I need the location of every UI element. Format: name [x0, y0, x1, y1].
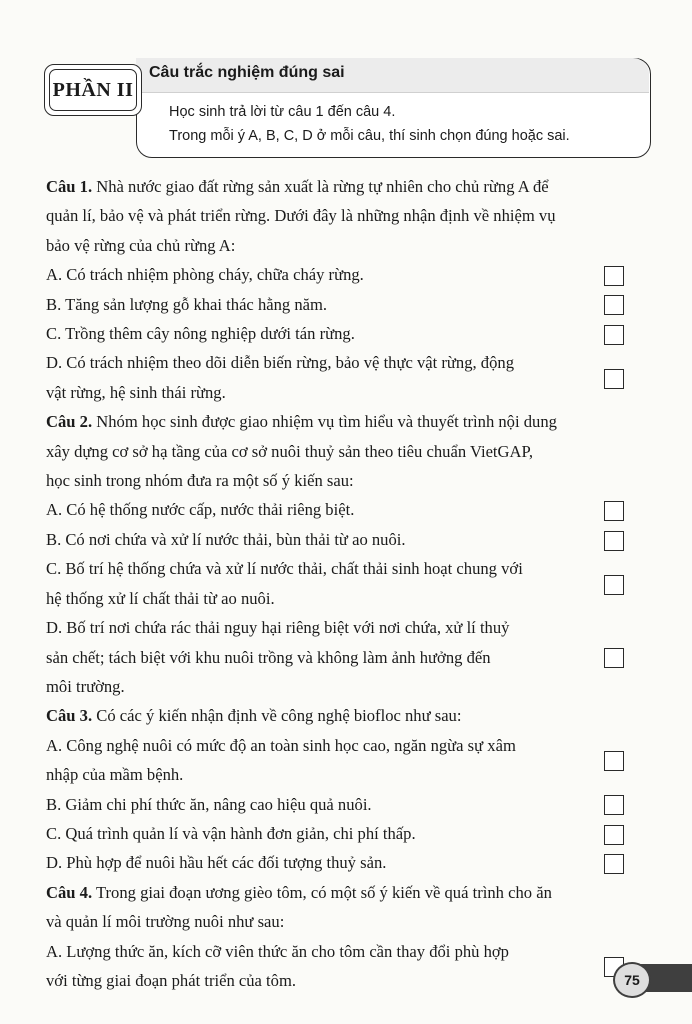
option-C: [46, 319, 646, 348]
question-stem-text: Nhà nước giao đất rừng sản xuất là rừng tự nhiên cho chủ rừng A để: [92, 177, 549, 196]
option-B: [46, 290, 646, 319]
question-label: Câu 3.: [46, 706, 93, 726]
option-C: [46, 554, 646, 613]
question-stem-line: [46, 437, 646, 466]
option-C: [46, 819, 646, 848]
option-text-line: D. Phù hợp để nuôi hầu hết các đối tượng thuỷ sản.: [46, 853, 387, 873]
question-stem-line: [46, 231, 646, 260]
question-stem-text: bảo vệ rừng của chủ rừng A:: [46, 235, 236, 255]
question-stem-text: Có các ý kiến nhận định về công nghệ biofloc như sau:: [92, 706, 462, 726]
answer-checkbox[interactable]: [604, 325, 624, 345]
answer-checkbox[interactable]: [604, 575, 624, 595]
answer-checkbox[interactable]: [604, 266, 624, 286]
option-text-line: C. Quá trình quản lí và vận hành đơn giản, chi phí thấp.: [46, 823, 416, 843]
question-stem-text: quản lí, bảo vệ và phát triển rừng. Dưới đây là những nhận định về nhiệm vụ: [46, 206, 556, 226]
question-stem-line: [46, 907, 646, 936]
question-stem-line: [46, 201, 646, 230]
question-stem-line: [46, 172, 646, 201]
option-text-line: vật rừng, hệ sinh thái rừng.: [46, 382, 226, 402]
answer-checkbox[interactable]: [604, 369, 624, 389]
question-4: [46, 878, 646, 996]
answer-checkbox[interactable]: [604, 531, 624, 551]
question-label: Câu 4.: [46, 882, 93, 902]
question-stem-line: [46, 701, 646, 730]
question-stem-text: Nhóm học sinh được giao nhiệm vụ tìm hiểu và thuyết trình nội dung: [92, 412, 557, 432]
question-stem-text: Trong giai đoạn ương gièo tôm, có một số ý kiến về quá trình cho ăn: [92, 882, 552, 902]
option-A: [46, 731, 646, 790]
option-D: [46, 848, 646, 877]
option-text-line: sản chết; tách biệt với khu nuôi trồng và không làm ảnh hưởng đến: [46, 647, 491, 667]
answer-checkbox[interactable]: [604, 854, 624, 874]
question-1: [46, 172, 646, 407]
option-text-line: nhập của mầm bệnh.: [46, 765, 184, 785]
section-title: Câu trắc nghiệm đúng sai: [149, 64, 345, 81]
answer-checkbox[interactable]: [604, 825, 624, 845]
questions-container: [46, 172, 646, 995]
answer-checkbox[interactable]: [604, 751, 624, 771]
question-stem-line: [46, 466, 646, 495]
instruction-line-2: Trong mỗi ý A, B, C, D ở mỗi câu, thí sinh chọn đúng hoặc sai.: [169, 128, 570, 144]
option-A: [46, 260, 646, 289]
part-label-box: [44, 64, 142, 116]
option-text-line: môi trường.: [46, 676, 125, 696]
instruction-line-1: Học sinh trả lời từ câu 1 đến câu 4.: [169, 104, 396, 120]
option-text-line: B. Tăng sản lượng gỗ khai thác hằng năm.: [46, 294, 328, 314]
option-text-line: A. Lượng thức ăn, kích cỡ viên thức ăn cho tôm cần thay đổi phù hợp: [46, 941, 509, 961]
option-text-line: với từng giai đoạn phát triển của tôm.: [46, 970, 297, 990]
question-2: [46, 407, 646, 701]
question-label: Câu 2.: [46, 412, 93, 432]
question-stem-text: xây dựng cơ sở hạ tầng của cơ sở nuôi thuỷ sản theo tiêu chuẩn VietGAP,: [46, 441, 534, 461]
option-text-line: B. Có nơi chứa và xử lí nước thải, bùn thải từ ao nuôi.: [46, 529, 406, 549]
option-text-line: D. Bố trí nơi chứa rác thải nguy hại riêng biệt với nơi chứa, xử lí thuỷ: [46, 618, 510, 638]
option-text-line: B. Giảm chi phí thức ăn, nâng cao hiệu quả nuôi.: [46, 794, 372, 814]
option-text-line: A. Có hệ thống nước cấp, nước thải riêng biệt.: [46, 500, 355, 520]
question-stem-line: [46, 407, 646, 436]
page-number: 75: [613, 962, 651, 998]
answer-checkbox[interactable]: [604, 295, 624, 315]
option-text-line: C. Bố trí hệ thống chứa và xử lí nước thải, chất thải sinh hoạt chung với: [46, 559, 523, 579]
option-D: [46, 348, 646, 407]
question-stem-text: và quản lí môi trường nuôi như sau:: [46, 912, 285, 932]
option-text-line: A. Có trách nhiệm phòng cháy, chữa cháy rừng.: [46, 265, 364, 285]
answer-checkbox[interactable]: [604, 795, 624, 815]
option-A: [46, 937, 646, 996]
answer-checkbox[interactable]: [604, 501, 624, 521]
option-text-line: A. Công nghệ nuôi có mức độ an toàn sinh học cao, ngăn ngừa sự xâm: [46, 735, 516, 755]
option-text-line: hệ thống xử lí chất thải từ ao nuôi.: [46, 588, 275, 608]
question-stem-text: học sinh trong nhóm đưa ra một số ý kiến sau:: [46, 471, 354, 491]
question-3: [46, 701, 646, 877]
question-label: Câu 1.: [46, 177, 93, 196]
answer-checkbox[interactable]: [604, 648, 624, 668]
section-header: [44, 58, 649, 158]
option-text-line: D. Có trách nhiệm theo dõi diễn biến rừng, bảo vệ thực vật rừng, động: [46, 353, 514, 373]
option-D: [46, 613, 646, 701]
option-B: [46, 790, 646, 819]
option-text-line: C. Trồng thêm cây nông nghiệp dưới tán rừng.: [46, 324, 355, 344]
question-stem-line: [46, 878, 646, 907]
option-B: [46, 525, 646, 554]
option-A: [46, 495, 646, 524]
part-label: PHẦN II: [49, 69, 137, 111]
